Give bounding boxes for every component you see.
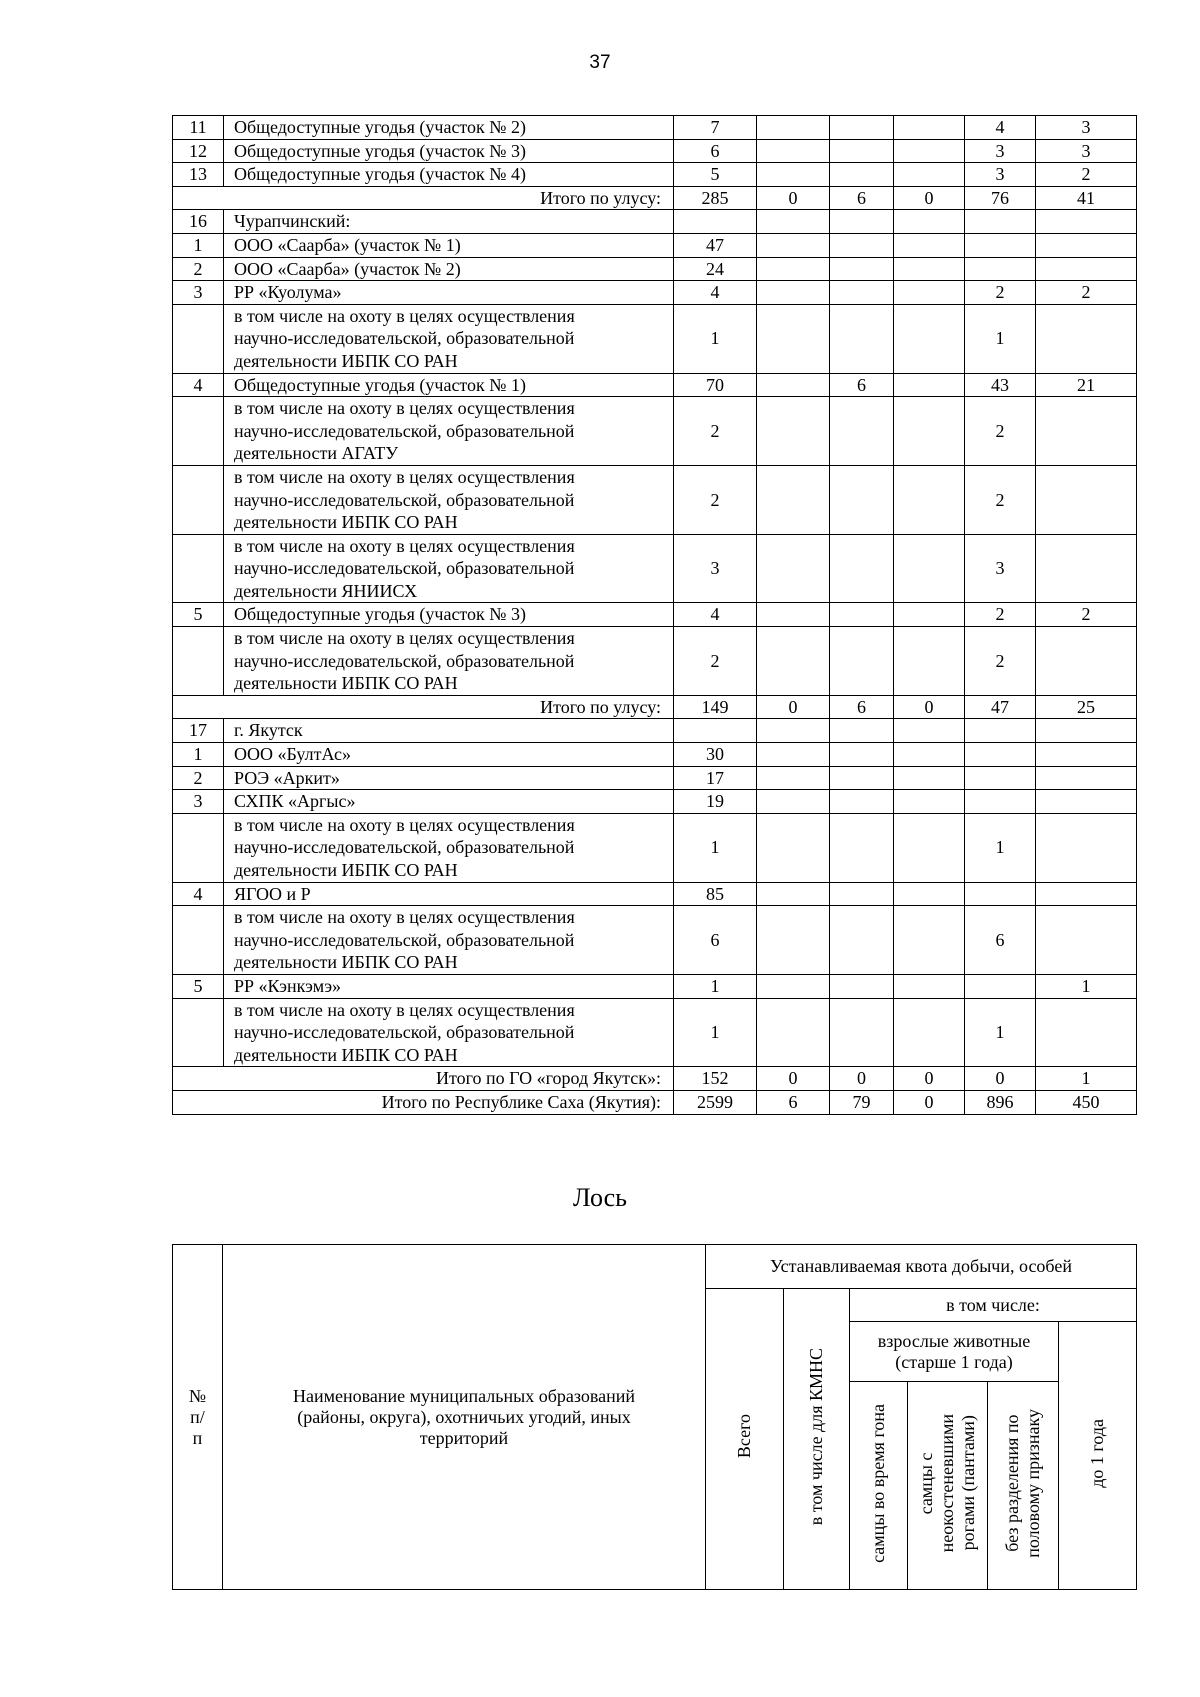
row-value <box>965 233 1036 257</box>
row-name-line: в том числе на охоту в целях осуществления <box>234 999 575 1020</box>
table-row <box>173 719 1137 743</box>
row-number: 4 <box>173 882 224 906</box>
row-value: 85 <box>674 882 757 906</box>
total-label: Итого по ГО «город Якутск»: <box>173 1067 674 1091</box>
row-name-line: РР «Куолума» <box>234 282 342 303</box>
total-label: Итого по улусу: <box>173 186 674 210</box>
header-including: в том числе: <box>850 1289 1137 1322</box>
table-row <box>173 465 1137 534</box>
row-value: 6 <box>757 1090 830 1114</box>
row-value: 2 <box>965 603 1036 627</box>
row-value <box>830 257 894 281</box>
row-value <box>830 790 894 814</box>
total-label: Итого по улусу: <box>173 695 674 719</box>
row-value <box>894 281 965 305</box>
row-value <box>894 743 965 767</box>
table-row <box>173 534 1137 603</box>
row-value <box>894 766 965 790</box>
row-name-line: Общедоступные угодья (участок № 1) <box>234 374 526 395</box>
row-value <box>1036 534 1137 603</box>
row-value <box>1036 998 1137 1067</box>
row-value <box>757 163 830 187</box>
row-value: 4 <box>674 603 757 627</box>
row-value: 896 <box>965 1090 1036 1114</box>
row-name-line: ООО «БултАс» <box>234 744 351 765</box>
header-under-1-year: до 1 года <box>1059 1322 1137 1590</box>
row-value: 0 <box>965 1067 1036 1091</box>
row-name <box>224 304 674 373</box>
row-name-line: научно-исследовательской, образовательной <box>234 1022 575 1043</box>
row-name <box>224 534 674 603</box>
row-value: 3 <box>965 139 1036 163</box>
row-value <box>757 719 830 743</box>
row-value <box>830 210 894 234</box>
row-value: 70 <box>674 373 757 397</box>
row-value <box>965 766 1036 790</box>
row-name-line: научно-исследовательской, образовательной <box>234 420 575 441</box>
table-row <box>173 281 1137 305</box>
header-total: Всего <box>706 1289 784 1590</box>
row-value: 3 <box>965 163 1036 187</box>
row-value <box>830 627 894 696</box>
row-value: 3 <box>1036 116 1137 140</box>
row-name-line: научно-исследовательской, образовательной <box>234 929 575 950</box>
row-value <box>757 813 830 882</box>
row-value <box>830 974 894 998</box>
row-value: 6 <box>674 906 757 975</box>
row-value: 1 <box>1036 974 1137 998</box>
row-value <box>1036 210 1137 234</box>
header-males-antlers: самцы с неокостеневшими рогами (пантами) <box>908 1382 988 1590</box>
row-value: 19 <box>674 790 757 814</box>
row-value <box>1036 304 1137 373</box>
row-name-line: Общедоступные угодья (участок № 3) <box>234 140 526 161</box>
row-name-line: ООО «Саарба» (участок № 2) <box>234 258 461 279</box>
row-number: 2 <box>173 766 224 790</box>
table-row <box>173 743 1137 767</box>
row-value <box>894 627 965 696</box>
row-value <box>757 465 830 534</box>
row-value <box>894 998 965 1067</box>
row-number <box>173 998 224 1067</box>
row-value <box>1036 397 1137 466</box>
row-value <box>965 974 1036 998</box>
row-value <box>757 139 830 163</box>
row-value <box>830 465 894 534</box>
row-name <box>224 766 674 790</box>
row-value <box>757 373 830 397</box>
row-name-line: деятельности ИБПК СО РАН <box>234 350 458 371</box>
row-value <box>894 116 965 140</box>
row-value: 6 <box>674 139 757 163</box>
row-name-line: в том числе на охоту в целях осуществления <box>234 535 575 556</box>
row-name <box>224 627 674 696</box>
header-males-rut: самцы во время гона <box>850 1382 908 1590</box>
row-value: 1 <box>674 813 757 882</box>
table-row <box>173 304 1137 373</box>
row-name <box>224 465 674 534</box>
row-name-line: в том числе на охоту в целях осуществления <box>234 814 575 835</box>
row-value <box>1036 790 1137 814</box>
row-name-line: Чурапчинский: <box>234 211 351 232</box>
row-name <box>224 974 674 998</box>
row-value <box>830 906 894 975</box>
row-number: 1 <box>173 233 224 257</box>
row-value <box>757 627 830 696</box>
row-name-line: деятельности АГАТУ <box>234 443 399 464</box>
row-value: 0 <box>894 1090 965 1114</box>
row-name <box>224 210 674 234</box>
total-label: Итого по Республике Саха (Якутия): <box>173 1090 674 1114</box>
row-value <box>757 998 830 1067</box>
quota-table-continuation <box>172 115 1137 1115</box>
table-row <box>173 627 1137 696</box>
row-value <box>1036 465 1137 534</box>
row-name <box>224 603 674 627</box>
row-value <box>1036 766 1137 790</box>
row-value <box>965 257 1036 281</box>
header-number: № п/ п <box>173 1245 223 1590</box>
row-value <box>894 304 965 373</box>
row-value <box>757 116 830 140</box>
header-kmns: в том числе для КМНС <box>784 1289 850 1590</box>
table-row <box>173 603 1137 627</box>
row-value: 0 <box>894 695 965 719</box>
row-value: 0 <box>757 695 830 719</box>
row-value: 2 <box>965 281 1036 305</box>
row-value <box>894 790 965 814</box>
table-row <box>173 163 1137 187</box>
row-name <box>224 281 674 305</box>
row-number: 5 <box>173 974 224 998</box>
row-value: 0 <box>894 1067 965 1091</box>
row-name <box>224 397 674 466</box>
row-value <box>830 766 894 790</box>
total-row <box>173 695 1137 719</box>
row-number <box>173 906 224 975</box>
table-row <box>173 373 1137 397</box>
table-row <box>173 766 1137 790</box>
row-name <box>224 163 674 187</box>
row-value <box>894 974 965 998</box>
row-value <box>894 813 965 882</box>
row-value: 30 <box>674 743 757 767</box>
row-value: 2 <box>965 465 1036 534</box>
row-value <box>830 163 894 187</box>
row-value <box>757 882 830 906</box>
table-row <box>173 116 1137 140</box>
row-name <box>224 139 674 163</box>
total-row <box>173 186 1137 210</box>
row-value <box>894 603 965 627</box>
row-name-line: деятельности ИБПК СО РАН <box>234 1044 458 1065</box>
row-value: 1 <box>674 974 757 998</box>
row-value <box>894 397 965 466</box>
row-value <box>894 882 965 906</box>
row-value: 2 <box>674 397 757 466</box>
row-name-line: ООО «Саарба» (участок № 1) <box>234 234 461 255</box>
row-value <box>830 998 894 1067</box>
table-row <box>173 998 1137 1067</box>
row-value <box>830 743 894 767</box>
row-name-line: научно-исследовательской, образовательной <box>234 837 575 858</box>
row-value: 149 <box>674 695 757 719</box>
row-value: 21 <box>1036 373 1137 397</box>
row-name <box>224 116 674 140</box>
row-value <box>1036 813 1137 882</box>
row-name <box>224 743 674 767</box>
row-value <box>965 719 1036 743</box>
row-value <box>830 139 894 163</box>
row-number <box>173 397 224 466</box>
row-name-line: в том числе на охоту в целях осуществления <box>234 466 575 487</box>
row-value: 43 <box>965 373 1036 397</box>
row-name-line: в том числе на охоту в целях осуществления <box>234 907 575 928</box>
row-name <box>224 233 674 257</box>
row-number: 4 <box>173 373 224 397</box>
row-value <box>757 210 830 234</box>
row-value: 1 <box>674 304 757 373</box>
table-row <box>173 813 1137 882</box>
row-value <box>1036 906 1137 975</box>
table-row <box>173 882 1137 906</box>
row-value: 79 <box>830 1090 894 1114</box>
row-name-line: г. Якутск <box>234 720 303 741</box>
row-value: 0 <box>830 1067 894 1091</box>
row-number: 1 <box>173 743 224 767</box>
row-value <box>830 281 894 305</box>
row-name-line: ЯГОО и Р <box>234 883 311 904</box>
row-value: 2 <box>965 397 1036 466</box>
row-value <box>757 397 830 466</box>
row-value <box>965 210 1036 234</box>
row-value: 0 <box>757 186 830 210</box>
row-value: 2 <box>1036 163 1137 187</box>
row-value: 76 <box>965 186 1036 210</box>
row-value: 17 <box>674 766 757 790</box>
row-value: 6 <box>965 906 1036 975</box>
table-row <box>173 974 1137 998</box>
row-value: 152 <box>674 1067 757 1091</box>
total-row <box>173 1090 1137 1114</box>
row-value <box>757 257 830 281</box>
row-value: 2599 <box>674 1090 757 1114</box>
row-value: 1 <box>1036 1067 1137 1091</box>
row-value: 4 <box>965 116 1036 140</box>
row-number: 11 <box>173 116 224 140</box>
row-name <box>224 998 674 1067</box>
row-name-line: в том числе на охоту в целях осуществления <box>234 628 575 649</box>
row-value <box>757 603 830 627</box>
row-value <box>757 304 830 373</box>
row-value: 2 <box>965 627 1036 696</box>
row-value <box>830 304 894 373</box>
row-name <box>224 813 674 882</box>
row-value: 6 <box>830 373 894 397</box>
row-name-line: деятельности ЯНИИСХ <box>234 580 418 601</box>
row-value <box>1036 719 1137 743</box>
section-title: Лось <box>572 1183 628 1212</box>
row-value: 47 <box>674 233 757 257</box>
row-name-line: научно-исследовательской, образовательной <box>234 558 575 579</box>
row-value: 47 <box>965 695 1036 719</box>
row-name-line: научно-исследовательской, образовательной <box>234 650 575 671</box>
row-value: 41 <box>1036 186 1137 210</box>
row-value <box>830 603 894 627</box>
row-name-line: научно-исследовательской, образовательной <box>234 328 575 349</box>
row-value: 3 <box>674 534 757 603</box>
row-name-line: РОЭ «Аркит» <box>234 767 340 788</box>
row-name <box>224 719 674 743</box>
table-row <box>173 257 1137 281</box>
row-name-line: СХПК «Аргыс» <box>234 791 356 812</box>
row-name-line: деятельности ИБПК СО РАН <box>234 952 458 973</box>
row-value <box>894 139 965 163</box>
row-value <box>674 210 757 234</box>
row-value: 1 <box>965 813 1036 882</box>
total-row <box>173 1067 1137 1091</box>
table-row <box>173 397 1137 466</box>
row-value: 2 <box>1036 603 1137 627</box>
row-number <box>173 627 224 696</box>
row-value <box>830 813 894 882</box>
table-row <box>173 139 1137 163</box>
row-name <box>224 257 674 281</box>
row-value: 1 <box>674 998 757 1067</box>
row-name-line: деятельности ИБПК СО РАН <box>234 512 458 533</box>
row-value <box>894 163 965 187</box>
row-value <box>894 373 965 397</box>
row-value: 0 <box>894 186 965 210</box>
row-value <box>830 397 894 466</box>
row-value <box>894 906 965 975</box>
row-value <box>830 719 894 743</box>
row-value <box>830 233 894 257</box>
row-value: 0 <box>757 1067 830 1091</box>
row-number: 3 <box>173 790 224 814</box>
row-value <box>894 233 965 257</box>
row-value <box>757 766 830 790</box>
row-number: 3 <box>173 281 224 305</box>
row-value <box>1036 233 1137 257</box>
row-value: 450 <box>1036 1090 1137 1114</box>
row-name <box>224 906 674 975</box>
row-name-line: научно-исследовательской, образовательной <box>234 489 575 510</box>
row-value <box>757 534 830 603</box>
row-value <box>757 233 830 257</box>
row-value <box>757 974 830 998</box>
row-name <box>224 790 674 814</box>
moose-table-header <box>172 1244 1137 1590</box>
row-number <box>173 534 224 603</box>
row-value <box>894 465 965 534</box>
row-value <box>965 790 1036 814</box>
row-value: 3 <box>1036 139 1137 163</box>
row-value: 7 <box>674 116 757 140</box>
row-value: 6 <box>830 186 894 210</box>
row-value <box>894 719 965 743</box>
row-value <box>830 534 894 603</box>
row-value: 3 <box>965 534 1036 603</box>
header-name: Наименование муниципальных образований (районы, округа), охотничьих угодий, иных территорий <box>223 1245 706 1590</box>
row-value: 1 <box>965 304 1036 373</box>
row-number <box>173 304 224 373</box>
row-number: 16 <box>173 210 224 234</box>
row-number: 5 <box>173 603 224 627</box>
row-value: 24 <box>674 257 757 281</box>
header-quota: Устанавливаемая квота добычи, особей <box>706 1245 1137 1289</box>
row-number <box>173 813 224 882</box>
row-value <box>894 210 965 234</box>
page-number: 37 <box>589 52 611 73</box>
row-value: 25 <box>1036 695 1137 719</box>
row-number: 13 <box>173 163 224 187</box>
row-name-line: в том числе на охоту в целях осуществления <box>234 398 575 419</box>
row-value <box>965 882 1036 906</box>
row-value <box>1036 743 1137 767</box>
row-value <box>894 257 965 281</box>
row-value <box>1036 257 1137 281</box>
row-name-line: Общедоступные угодья (участок № 4) <box>234 164 526 185</box>
row-value: 6 <box>830 695 894 719</box>
table-row <box>173 210 1137 234</box>
row-name-line: деятельности ИБПК СО РАН <box>234 860 458 880</box>
row-value <box>1036 627 1137 696</box>
row-value: 5 <box>674 163 757 187</box>
table-row <box>173 233 1137 257</box>
row-value: 2 <box>674 465 757 534</box>
row-value <box>830 116 894 140</box>
header-adults: взрослые животные (старше 1 года) <box>850 1322 1059 1382</box>
header-no-sex: без разделения по половому признаку <box>988 1382 1059 1590</box>
row-name-line: Общедоступные угодья (участок № 3) <box>234 604 526 625</box>
row-number: 17 <box>173 719 224 743</box>
row-value <box>757 281 830 305</box>
row-name <box>224 882 674 906</box>
row-name-line: в том числе на охоту в целях осуществления <box>234 305 575 326</box>
row-value: 1 <box>965 998 1036 1067</box>
row-value <box>965 743 1036 767</box>
table-row <box>173 790 1137 814</box>
row-name <box>224 373 674 397</box>
row-name-line: РР «Кэнкэмэ» <box>234 975 342 996</box>
row-value <box>674 719 757 743</box>
row-value <box>757 743 830 767</box>
row-value <box>1036 882 1137 906</box>
row-number: 2 <box>173 257 224 281</box>
row-value <box>894 534 965 603</box>
row-value: 2 <box>1036 281 1137 305</box>
row-name-line: Общедоступные угодья (участок № 2) <box>234 117 526 137</box>
row-value <box>830 882 894 906</box>
row-value <box>757 790 830 814</box>
row-value: 2 <box>674 627 757 696</box>
row-number <box>173 465 224 534</box>
row-number: 12 <box>173 139 224 163</box>
row-value: 4 <box>674 281 757 305</box>
table-row <box>173 906 1137 975</box>
row-name-line: деятельности ИБПК СО РАН <box>234 673 458 694</box>
row-value <box>757 906 830 975</box>
row-value: 285 <box>674 186 757 210</box>
